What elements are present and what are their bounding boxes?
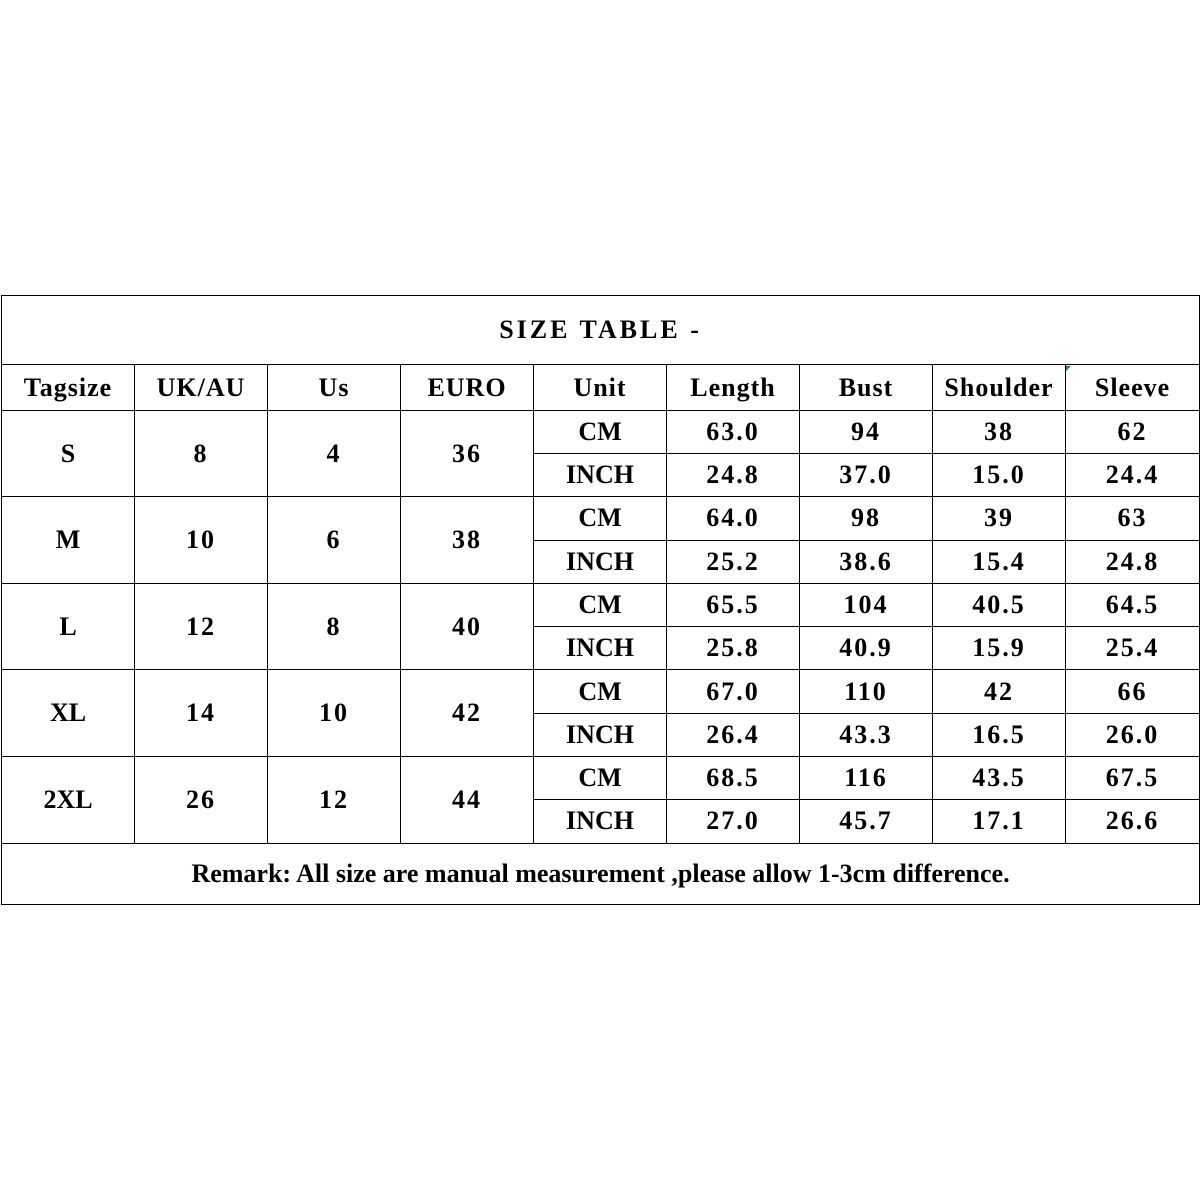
length-cell: 67.0 (667, 670, 800, 713)
unit-cell: INCH (534, 800, 667, 843)
bust-cell: 104 (800, 583, 933, 626)
unit-cell: INCH (534, 713, 667, 756)
bust-cell: 38.6 (800, 540, 933, 583)
uk-au-cell: 12 (135, 583, 268, 670)
sleeve-cell: 66 (1066, 670, 1200, 713)
sleeve-cell: 64.5 (1066, 583, 1200, 626)
sleeve-cell: 26.0 (1066, 713, 1200, 756)
unit-cell: INCH (534, 627, 667, 670)
sleeve-cell: 25.4 (1066, 627, 1200, 670)
bust-cell: 40.9 (800, 627, 933, 670)
table-row (2, 670, 1200, 713)
tagsize-cell: L (2, 583, 135, 670)
uk-au-cell: 14 (135, 670, 268, 757)
uk-au-cell: 26 (135, 757, 268, 844)
shoulder-cell: 15.4 (933, 540, 1066, 583)
euro-cell: 42 (401, 670, 534, 757)
us-cell: 6 (268, 497, 401, 584)
length-cell: 64.0 (667, 497, 800, 540)
header-euro: EURO (401, 365, 534, 410)
unit-cell: INCH (534, 540, 667, 583)
sleeve-cell: 67.5 (1066, 757, 1200, 800)
unit-cell: CM (534, 583, 667, 626)
sleeve-cell: 62 (1066, 410, 1200, 453)
table-row (2, 757, 1200, 800)
us-cell: 12 (268, 757, 401, 844)
bust-cell: 116 (800, 757, 933, 800)
bust-cell: 94 (800, 410, 933, 453)
length-cell: 25.2 (667, 540, 800, 583)
unit-cell: INCH (534, 454, 667, 497)
shoulder-cell: 15.9 (933, 627, 1066, 670)
euro-cell: 40 (401, 583, 534, 670)
bust-cell: 110 (800, 670, 933, 713)
header-row (2, 365, 1200, 410)
header-sleeve: Sleeve (1066, 365, 1200, 410)
table-row (2, 497, 1200, 540)
unit-cell: CM (534, 757, 667, 800)
header-tagsize: Tagsize (2, 365, 135, 410)
us-cell: 4 (268, 410, 401, 497)
header-uk-au: UK/AU (135, 365, 268, 410)
length-cell: 65.5 (667, 583, 800, 626)
shoulder-cell: 16.5 (933, 713, 1066, 756)
cell-marker (1066, 366, 1071, 371)
table-title: SIZE TABLE - (2, 296, 1200, 365)
remark-text: Remark: All size are manual measurement ,please allow 1-3cm difference. (2, 843, 1200, 904)
length-cell: 27.0 (667, 800, 800, 843)
us-cell: 10 (268, 670, 401, 757)
euro-cell: 44 (401, 757, 534, 844)
tagsize-cell: M (2, 497, 135, 584)
euro-cell: 36 (401, 410, 534, 497)
bust-cell: 98 (800, 497, 933, 540)
length-cell: 63.0 (667, 410, 800, 453)
header-bust: Bust (800, 365, 933, 410)
header-length: Length (667, 365, 800, 410)
header-us: Us (268, 365, 401, 410)
header-unit: Unit (534, 365, 667, 410)
shoulder-cell: 15.0 (933, 454, 1066, 497)
length-cell: 24.8 (667, 454, 800, 497)
sleeve-cell: 24.8 (1066, 540, 1200, 583)
uk-au-cell: 10 (135, 497, 268, 584)
table-row (2, 410, 1200, 453)
tagsize-cell: 2XL (2, 757, 135, 844)
sleeve-cell: 24.4 (1066, 454, 1200, 497)
size-table (1, 295, 1200, 905)
size-table-container (1, 295, 1199, 905)
unit-cell: CM (534, 410, 667, 453)
us-cell: 8 (268, 583, 401, 670)
table-row (2, 583, 1200, 626)
unit-cell: CM (534, 670, 667, 713)
sleeve-cell: 63 (1066, 497, 1200, 540)
bust-cell: 37.0 (800, 454, 933, 497)
uk-au-cell: 8 (135, 410, 268, 497)
remark-row (2, 843, 1200, 904)
length-cell: 26.4 (667, 713, 800, 756)
shoulder-cell: 17.1 (933, 800, 1066, 843)
bust-cell: 43.3 (800, 713, 933, 756)
tagsize-cell: XL (2, 670, 135, 757)
shoulder-cell: 39 (933, 497, 1066, 540)
header-shoulder: Shoulder (933, 365, 1066, 410)
unit-cell: CM (534, 497, 667, 540)
length-cell: 25.8 (667, 627, 800, 670)
tagsize-cell: S (2, 410, 135, 497)
euro-cell: 38 (401, 497, 534, 584)
shoulder-cell: 40.5 (933, 583, 1066, 626)
shoulder-cell: 43.5 (933, 757, 1066, 800)
sleeve-cell: 26.6 (1066, 800, 1200, 843)
shoulder-cell: 42 (933, 670, 1066, 713)
bust-cell: 45.7 (800, 800, 933, 843)
shoulder-cell: 38 (933, 410, 1066, 453)
length-cell: 68.5 (667, 757, 800, 800)
